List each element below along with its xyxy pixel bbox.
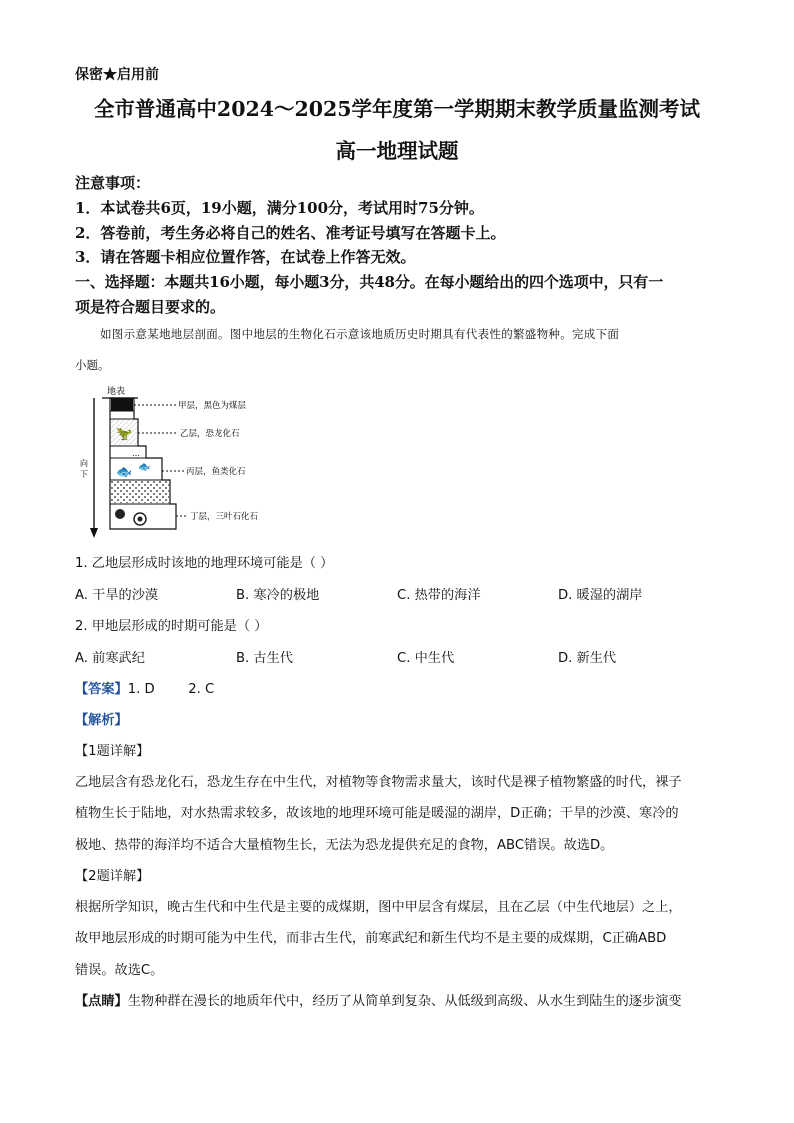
layer-label-jia: 甲层，黑色为煤层 xyxy=(178,401,247,411)
question-1-stem: 1. 乙地层形成时该地的地理环境可能是（ ） xyxy=(75,556,334,571)
arrow-label-2: 下 xyxy=(80,470,88,479)
intro-line-1: 如图示意某地地层剖面。图中地层的生物化石示意该地质历史时期具有代表性的繁盛物种。完成下面 xyxy=(100,327,620,341)
question-1-option-a: A. 干旱的沙漠 xyxy=(75,588,159,603)
intro-line-2: 小题。 xyxy=(75,358,110,372)
question-2-option-c: C. 中生代 xyxy=(397,651,455,666)
notes-item-2: 2．答卷前，考生务必将自己的姓名、准考证号填写在答题卡上。 xyxy=(75,224,506,242)
q1-detail-tag: 【1题详解】 xyxy=(75,744,150,759)
question-1-option-b: B. 寒冷的极地 xyxy=(236,588,320,603)
question-1-option-d: D. 暖湿的湖岸 xyxy=(558,588,643,603)
question-2-option-a: A. 前寒武纪 xyxy=(75,651,145,666)
arrow-label-1: 向 xyxy=(80,459,88,468)
trilobite-fossil-icon xyxy=(115,509,125,519)
answer-line xyxy=(75,678,214,697)
exam-title: 全市普通高中2024～2025学年度第一学期期末教学质量监测考试 xyxy=(93,97,701,121)
strata-diagram xyxy=(80,384,300,540)
ground-label: 地表 xyxy=(107,387,126,397)
q1-detail-line-2: 植物生长于陆地，对水热需求较多，故该地的地理环境可能是暖湿的湖岸，D正确；干旱的沙漠、寒冷的 xyxy=(75,806,679,821)
exam-subtitle: 高一地理试题 xyxy=(335,139,459,163)
question-2-option-d: D. 新生代 xyxy=(558,651,617,666)
svg-text:🐟: 🐟 xyxy=(138,462,151,473)
notes-item-3: 3．请在答题卡相应位置作答，在试卷上作答无效。 xyxy=(75,248,416,266)
q2-detail-line-1: 根据所学知识，晚古生代和中生代是主要的成煤期，图中甲层含有煤层，且在乙层（中生代地层）之上， xyxy=(75,900,682,915)
notes-heading: 注意事项： xyxy=(75,174,151,192)
answer-text: 1. D 2. C xyxy=(127,682,215,697)
coal-layer xyxy=(111,398,133,411)
key-point-text: 生物种群在漫长的地质年代中，经历了从简单到复杂、从低级到高级、从水生到陆生的逐步演变 xyxy=(127,994,682,1009)
layer-label-yi: 乙层，恐龙化石 xyxy=(180,429,240,439)
notes-item-1: 1．本试卷共6页，19小题，满分100分，考试用时75分钟。 xyxy=(75,199,484,217)
layer-label-ding: 丁层，三叶石化石 xyxy=(190,512,259,522)
answer-tag: 【答案】 xyxy=(75,682,128,697)
question-2-option-b: B. 古生代 xyxy=(236,651,293,666)
section-heading-line-2: 项是符合题目要求的。 xyxy=(75,298,226,316)
q2-detail-line-3: 错误。故选C。 xyxy=(75,963,164,978)
q1-detail-line-3: 极地、热带的海洋均不适合大量植物生长，无法为恐龙提供充足的食物，ABC错误。故选D。 xyxy=(75,838,614,853)
confidential-label: 保密★启用前 xyxy=(75,67,159,83)
q1-detail-line-1: 乙地层含有恐龙化石，恐龙生存在中生代，对植物等食物需求量大，该时代是裸子植物繁盛的时代，裸子 xyxy=(75,775,682,790)
q2-detail-tag: 【2题详解】 xyxy=(75,869,150,884)
section-heading-line-1: 一、选择题：本题共16小题，每小题3分，共48分。在每小题给出的四个选项中，只有一 xyxy=(75,273,664,291)
key-point-tag: 【点睛】 xyxy=(75,994,128,1009)
fish-fossil-icon: 🐟 xyxy=(116,465,133,480)
question-2-stem: 2. 甲地层形成的时期可能是（ ） xyxy=(75,619,268,634)
key-point-line xyxy=(75,990,682,1009)
q2-detail-line-2: 故甲地层形成的时期可能为中生代，而非古生代，前寒武纪和新生代均不是主要的成煤期，C正确ABD xyxy=(75,931,667,946)
question-1-option-c: C. 热带的海洋 xyxy=(397,588,481,603)
svg-text:…: … xyxy=(132,449,140,458)
layer-label-bing: 丙层，鱼类化石 xyxy=(186,467,246,477)
dinosaur-fossil-icon: 🦖 xyxy=(116,427,133,442)
analysis-tag: 【解析】 xyxy=(75,713,128,728)
